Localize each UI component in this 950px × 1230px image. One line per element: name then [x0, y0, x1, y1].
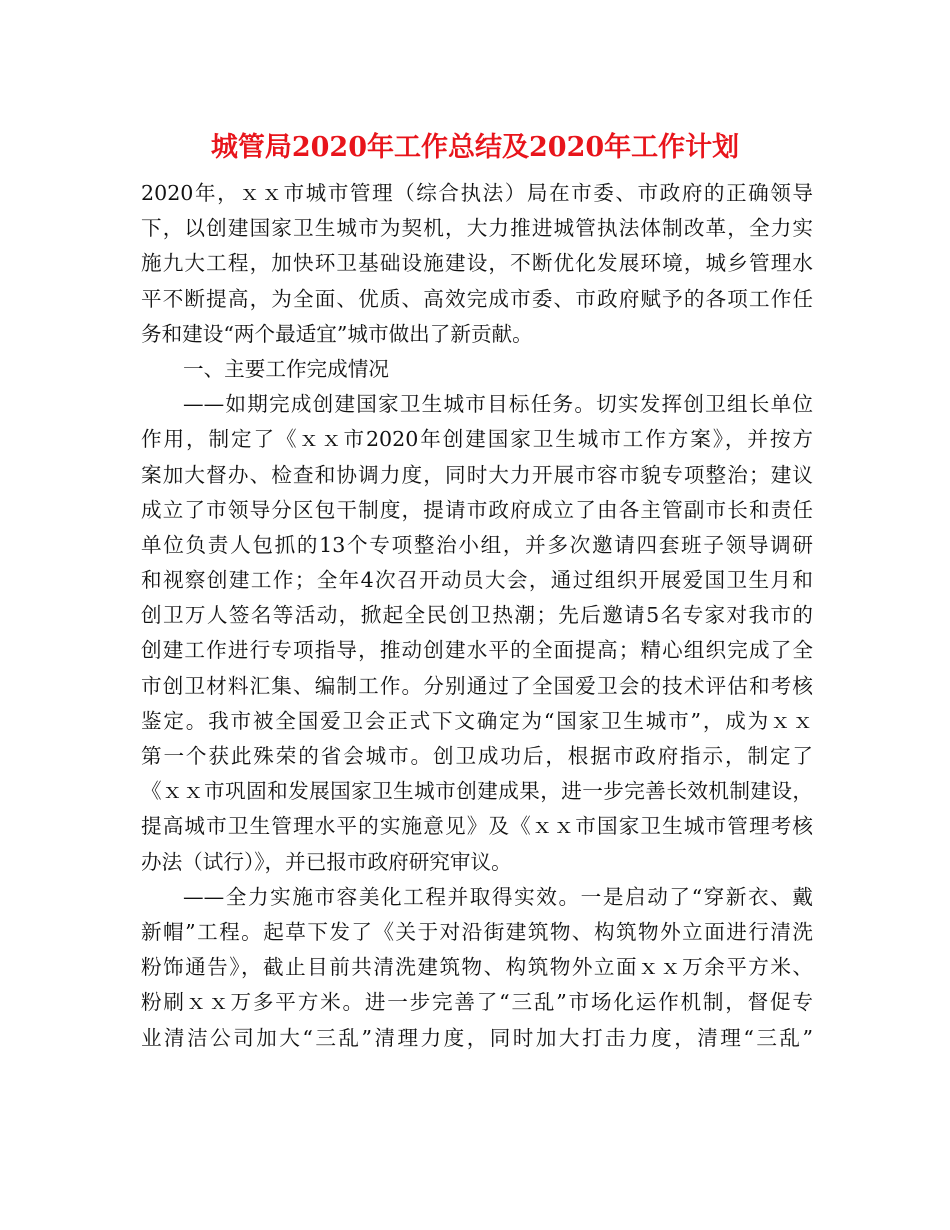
body-line: 《ｘｘ市巩固和发展国家卫生城市创建成果，进一步完善长效机制建设， [141, 779, 813, 804]
body-line: 业清洁公司加大“三乱”清理力度，同时加大打击力度，清理“三乱” [141, 1025, 813, 1050]
body-line: 粉刷ｘｘ万多平方米。进一步完善了“三乱”市场化运作机制，督促专 [141, 990, 813, 1015]
body-line: 办法（试行）》，并已报市政府研究审议。 [141, 849, 512, 874]
body-line: ——全力实施市容美化工程并取得实效。一是启动了“穿新衣、戴 [183, 884, 813, 909]
body-line: 粉饰通告》，截止目前共清洗建筑物、构筑物外立面ｘｘ万余平方米、 [141, 955, 813, 980]
body-line: ——如期完成创建国家卫生城市目标任务。切实发挥创卫组长单位 [183, 392, 813, 417]
body-line: 一、主要工作完成情况 [183, 356, 389, 381]
body-line: 案加大督办、检查和协调力度，同时大力开展市容市貌专项整治；建议 [141, 462, 813, 487]
body-line: 单位负责人包抓的13个专项整治小组，并多次邀请四套班子领导调研 [141, 532, 813, 557]
body-line: 务和建设“两个最适宜”城市做出了新贡献。 [141, 321, 533, 346]
body-line: 施九大工程，加快环卫基础设施建设，不断优化发展环境，城乡管理水 [141, 251, 813, 276]
body-line: 成立了市领导分区包干制度，提请市政府成立了由各主管副市长和责任 [141, 497, 813, 522]
body-line: 提高城市卫生管理水平的实施意见》及《ｘｘ市国家卫生城市管理考核 [141, 814, 813, 839]
body-line: 2020年，ｘｘ市城市管理（综合执法）局在市委、市政府的正确领导 [141, 181, 813, 205]
document-body [141, 176, 813, 1056]
body-line: 和视察创建工作；全年4次召开动员大会，通过组织开展爱国卫生月和 [141, 568, 813, 593]
body-line: 新帽”工程。起草下发了《关于对沿街建筑物、构筑物外立面进行清洗 [141, 919, 813, 944]
body-line: 创卫万人签名等活动，掀起全民创卫热潮；先后邀请5名专家对我市的 [141, 603, 813, 628]
body-line: 鉴定。我市被全国爱卫会正式下文确定为“国家卫生城市”，成为ｘｘ [141, 708, 813, 733]
document-title: 城管局2020年工作总结及2020年工作计划 [210, 132, 740, 163]
body-line: 下，以创建国家卫生城市为契机，大力推进城管执法体制改革，全力实 [141, 216, 813, 241]
body-line: 创建工作进行专项指导，推动创建水平的全面提高；精心组织完成了全 [141, 638, 813, 663]
body-line: 市创卫材料汇集、编制工作。分别通过了全国爱卫会的技术评估和考核 [141, 673, 813, 698]
body-line: 第一个获此殊荣的省会城市。创卫成功后，根据市政府指示，制定了 [141, 744, 813, 768]
body-line: 作用，制定了《ｘｘ市2020年创建国家卫生城市工作方案》，并按方 [141, 427, 813, 452]
body-line: 平不断提高，为全面、优质、高效完成市委、市政府赋予的各项工作任 [141, 286, 813, 311]
